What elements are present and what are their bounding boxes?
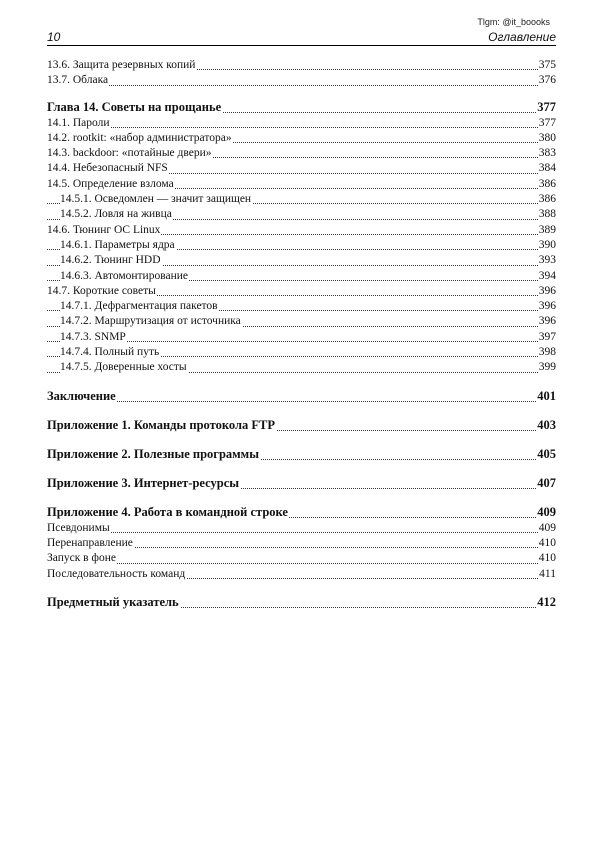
toc-entry-page: 384 [538,161,556,176]
toc-entry-page: 403 [537,417,556,432]
toc-entry-label: Приложение 3. Интернет-ресурсы [47,475,240,490]
toc-entry-label: 13.6. Защита резервных копий [47,59,196,71]
toc-entry-label: 14.5. Определение взлома [47,177,174,190]
toc-entry-page: 396 [538,314,556,329]
toc-entry-page: 383 [538,146,556,161]
toc-entry [47,253,556,268]
toc-entry [47,116,556,131]
toc-entry-label: 14.7.3. SNMP [60,330,126,343]
toc-entry-label: Приложение 4. Работа в командной строке [47,504,288,519]
toc-entry-label: Псевдонимы [47,521,110,534]
toc-entry [47,299,556,314]
toc-chapter-entry [47,416,556,434]
toc-chapter-entry [47,98,556,116]
toc-entry-label: 14.1. Пароли [47,116,110,129]
toc-entry [47,330,556,345]
toc-entry-label: 14.6.2. Тюнинг HDD [60,254,161,267]
toc-entry-label: 14.7.1. Дефрагментация пакетов [60,300,218,313]
toc-entry-label: 14.6.3. Автомонтирование [60,269,189,282]
toc-entry-label: Приложение 1. Команды протокола FTP [47,417,275,432]
toc-entry-page: 399 [538,360,556,375]
toc-entry-label: 14.6. Тюнинг ОС Linux [47,223,161,236]
toc-entry [47,521,556,536]
toc-entry [47,536,556,551]
toc-entry [47,58,556,73]
dot-leader [47,401,556,402]
toc-entry-label: 14.2. rootkit: «набор администратора» [47,131,232,144]
toc-entry-page: 397 [538,330,556,345]
toc-entry [47,192,556,207]
toc-entry-page: 377 [538,116,556,131]
toc-entry [47,314,556,329]
toc-chapter-entry [47,387,556,405]
toc-entry-label: 14.7.2. Маршрутизация от источника [60,315,241,328]
toc-entry-page: 386 [538,177,556,192]
toc-entry [47,177,556,192]
toc-entry [47,551,556,566]
toc-chapter-entry [47,503,556,521]
toc-entry-page: 409 [538,521,556,536]
toc-entry [47,567,556,582]
toc-entry-page: 393 [538,253,556,268]
toc-entry [47,223,556,238]
toc-entry-page: 411 [538,567,556,582]
toc-entry [47,238,556,253]
toc-entry-page: 407 [537,475,556,490]
toc-entry [47,73,556,88]
toc-entry-page: 376 [538,73,556,88]
table-of-contents [47,58,556,611]
toc-entry [47,360,556,375]
toc-entry [47,161,556,176]
toc-entry-page: 401 [537,388,556,403]
toc-entry [47,345,556,360]
toc-entry-page: 410 [538,536,556,551]
toc-entry-page: 412 [537,594,556,609]
toc-entry-page: 390 [538,238,556,253]
toc-chapter-entry [47,445,556,463]
toc-entry-label: Глава 14. Советы на прощанье [47,99,222,114]
toc-entry [47,207,556,222]
dot-leader [47,532,556,533]
toc-entry [47,131,556,146]
toc-entry-page: 405 [537,446,556,461]
toc-entry-page: 410 [538,551,556,566]
header-title: Оглавление [488,30,556,44]
toc-entry-label: Запуск в фоне [47,552,116,565]
toc-entry-label: 13.7. Облака [47,74,109,87]
toc-entry-page: 409 [537,504,556,519]
running-header [47,30,556,46]
toc-entry [47,284,556,299]
toc-entry [47,269,556,284]
toc-entry-page: 394 [538,269,556,284]
toc-entry-label: 14.5.2. Ловля на живца [60,208,172,221]
toc-entry-label: Предметный указатель [47,594,179,609]
toc-entry-page: 375 [538,58,556,73]
toc-chapter-entry [47,593,556,611]
toc-entry [47,146,556,161]
toc-entry-page: 388 [538,207,556,222]
toc-entry-label: 14.5.1. Осведомлен — значит защищен [60,193,252,206]
toc-entry-page: 389 [538,223,556,238]
page-number: 10 [47,30,61,44]
toc-entry-label: Заключение [47,388,116,403]
toc-entry-page: 386 [538,192,556,207]
toc-entry-label: 14.7. Короткие советы [47,284,156,297]
toc-entry-label: Приложение 2. Полезные программы [47,446,259,461]
toc-entry-label: 14.7.5. Доверенные хосты [60,361,187,374]
dot-leader [47,563,556,564]
dot-leader [47,127,556,128]
toc-entry-page: 380 [538,131,556,146]
toc-entry-page: 377 [537,99,556,114]
toc-entry-label: 14.3. backdoor: «потайные двери» [47,147,212,160]
dot-leader [47,85,556,86]
toc-entry-page: 396 [538,299,556,314]
toc-entry-page: 396 [538,284,556,299]
toc-chapter-entry [47,474,556,492]
watermark-text: Tlgm: @it_boooks [477,17,550,27]
toc-entry-label: 14.7.4. Полный путь [60,346,160,359]
toc-entry-label: 14.4. Небезопасный NFS [47,162,168,175]
toc-entry-label: 14.6.1. Параметры ядра [60,238,175,251]
toc-entry-label: Перенаправление [47,536,133,549]
toc-entry-page: 398 [538,345,556,360]
toc-entry-label: Последовательность команд [47,567,186,580]
